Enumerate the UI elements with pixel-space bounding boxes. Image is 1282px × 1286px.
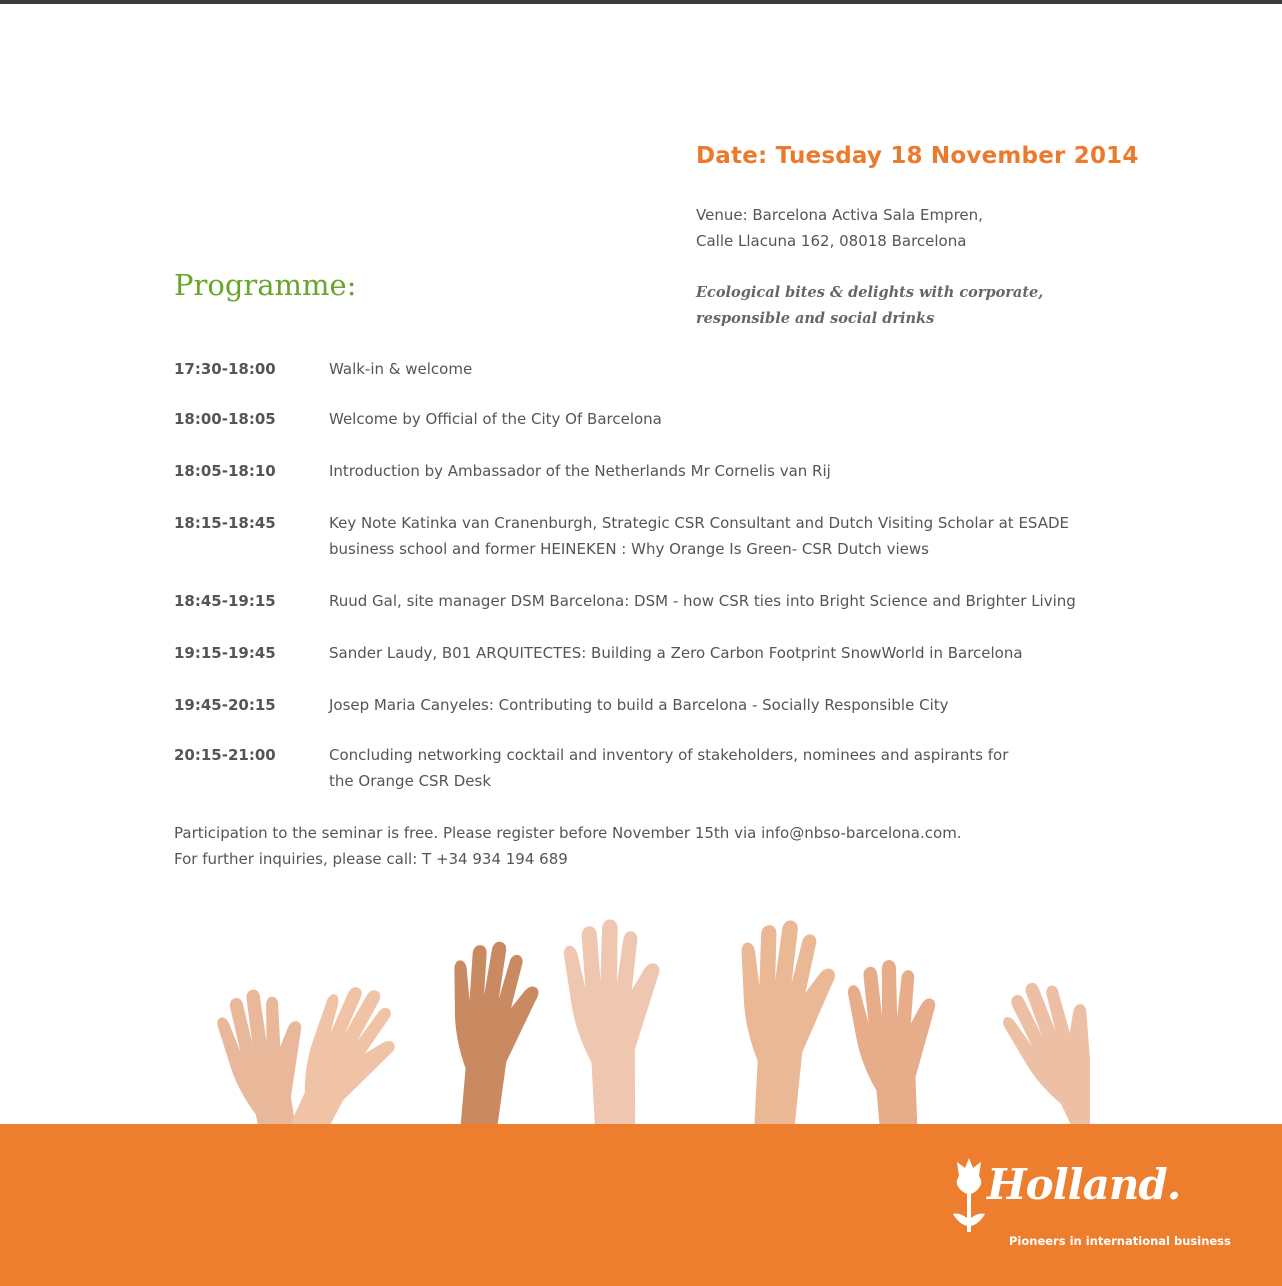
- registration-info: [174, 820, 962, 872]
- hand-4: [562, 917, 670, 1130]
- tulip-icon: [945, 1154, 993, 1234]
- schedule-description: [329, 458, 1129, 484]
- schedule-description: [329, 692, 1129, 718]
- raised-hands-illustration: [190, 900, 1090, 1130]
- tagline-line-2: responsible and social drinks: [696, 310, 935, 327]
- schedule-time: 19:15-19:45: [174, 644, 276, 662]
- programme-heading: Programme:: [174, 268, 357, 302]
- schedule-time: 18:05-18:10: [174, 462, 276, 480]
- schedule-time: 19:45-20:15: [174, 696, 276, 714]
- schedule-description: [329, 588, 1129, 614]
- drinks-tagline: [696, 280, 1043, 332]
- top-border: [0, 0, 1282, 4]
- description-line: business school and former HEINEKEN : Why Orange Is Green- CSR Dutch views: [329, 540, 929, 558]
- schedule-description: [329, 356, 1129, 382]
- schedule-description: [329, 510, 1129, 562]
- schedule-time: 20:15-21:00: [174, 746, 276, 764]
- description-line: Walk-in & welcome: [329, 360, 473, 378]
- venue-block: [696, 202, 983, 254]
- hand-3: [436, 938, 543, 1130]
- schedule-description: [329, 640, 1129, 666]
- description-line: the Orange CSR Desk: [329, 772, 492, 790]
- description-line: Welcome by Official of the City Of Barcelona: [329, 410, 662, 428]
- venue-line-1: Venue: Barcelona Activa Sala Empren,: [696, 206, 983, 224]
- schedule-time: 17:30-18:00: [174, 360, 276, 378]
- event-date: Date: Tuesday 18 November 2014: [696, 143, 1139, 169]
- description-line: Ruud Gal, site manager DSM Barcelona: DSM - how CSR ties into Bright Science and Brighter Living: [329, 592, 1076, 610]
- venue-line-2: Calle Llacuna 162, 08018 Barcelona: [696, 232, 967, 250]
- holland-wordmark: Holland.: [987, 1160, 1181, 1209]
- hand-6: [845, 956, 952, 1130]
- description-line: Concluding networking cocktail and inventory of stakeholders, nominees and aspirants for: [329, 746, 1009, 764]
- schedule-time: 18:00-18:05: [174, 410, 276, 428]
- description-line: Sander Laudy, B01 ARQUITECTES: Building a Zero Carbon Footprint SnowWorld in Barcelona: [329, 644, 1023, 662]
- tagline-line-1: Ecological bites & delights with corporate,: [696, 284, 1044, 301]
- holland-logo: [945, 1150, 1245, 1260]
- description-line: Key Note Katinka van Cranenburgh, Strategic CSR Consultant and Dutch Visiting Scholar at ESADE: [329, 514, 1070, 532]
- hand-7: [992, 966, 1090, 1130]
- description-line: Josep Maria Canyeles: Contributing to build a Barcelona - Socially Responsible City: [329, 696, 949, 714]
- registration-line: Participation to the seminar is free. Please register before November 15th via info@nbso-barcelona.com.: [174, 824, 962, 842]
- description-line: Introduction by Ambassador of the Netherlands Mr Cornelis van Rij: [329, 462, 831, 480]
- schedule-time: 18:45-19:15: [174, 592, 276, 610]
- schedule-time: 18:15-18:45: [174, 514, 276, 532]
- hand-5: [729, 918, 837, 1130]
- logo-tagline: Pioneers in international business: [1009, 1234, 1231, 1248]
- inquiries-line: For further inquiries, please call: T +34 934 194 689: [174, 850, 568, 868]
- schedule-description: [329, 742, 1129, 794]
- schedule-description: [329, 406, 1129, 432]
